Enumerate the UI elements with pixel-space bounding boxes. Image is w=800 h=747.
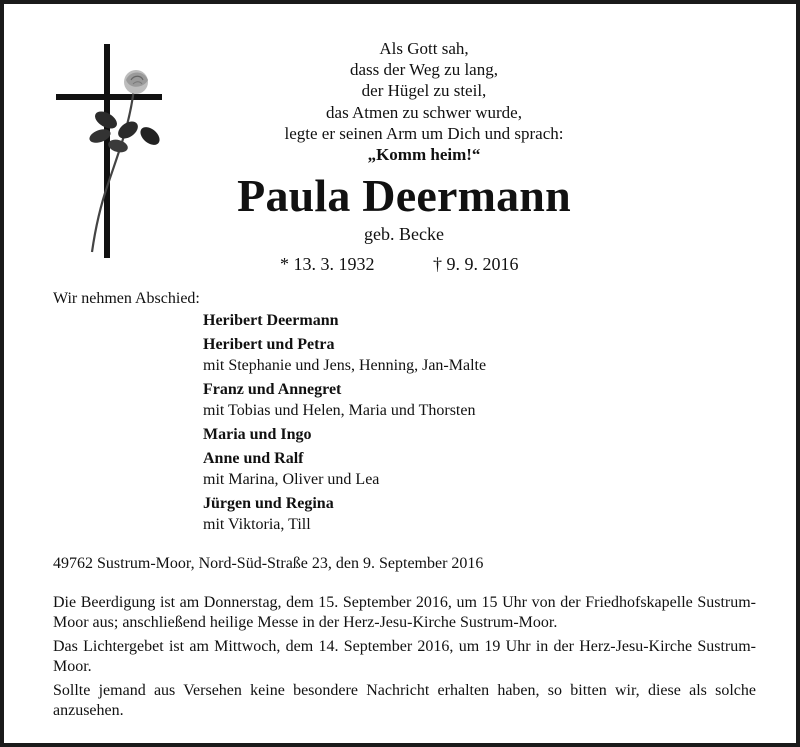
deceased-name: Paula Deermann: [237, 170, 571, 221]
mourner-name: Heribert und Petra: [203, 336, 335, 353]
funeral-notice: Die Beerdigung ist am Donnerstag, dem 15. September 2016, um 15 Uhr von der Friedhofskapelle Sustrum-Moor aus; anschließend heilige Messe in der Herz-Jesu-Kirche Sustrum-Moor.: [53, 594, 756, 631]
prayer-notice: Das Lichtergebet ist am Mittwoch, dem 14. September 2016, um 19 Uhr in der Herz-Jesu-Kirche Sustrum-Moor.: [53, 638, 756, 675]
mourner-name: Heribert Deermann: [203, 312, 339, 329]
mourner-name: Maria und Ingo: [203, 426, 312, 443]
mourner-group: [203, 379, 486, 421]
birth-date: * 13. 3. 1932: [280, 254, 375, 274]
mourner-group: [203, 424, 486, 445]
mourner-group: [203, 448, 486, 490]
mourner-name: Anne und Ralf: [203, 450, 304, 467]
mourner-family: mit Tobias und Helen, Maria und Thorsten: [203, 402, 476, 419]
place-and-date: 49762 Sustrum-Moor, Nord-Süd-Straße 23, den 9. September 2016: [53, 555, 484, 572]
mourner-group: [203, 334, 486, 376]
funeral-notices: [53, 593, 756, 725]
poem-line: legte er seinen Arm um Dich und sprach:: [284, 123, 564, 143]
poem-closing: „Komm heim!“: [367, 145, 481, 165]
poem-line: Als Gott sah,: [379, 39, 469, 58]
mourner-family: mit Stephanie und Jens, Henning, Jan-Malte: [203, 357, 487, 374]
maiden-name: geb. Becke: [364, 224, 444, 244]
death-date: † 9. 9. 2016: [433, 254, 519, 274]
mourner-family: mit Marina, Oliver und Lea: [203, 471, 380, 488]
mourner-group: [203, 493, 486, 535]
mourners-list: [203, 310, 486, 538]
poem-line: dass der Weg zu lang,: [350, 60, 498, 80]
poem: [224, 38, 624, 165]
mourner-name: Franz und Annegret: [203, 381, 342, 398]
cross-with-rose-icon: [56, 44, 168, 262]
poem-line: das Atmen zu schwer wurde,: [326, 102, 522, 122]
farewell-intro: Wir nehmen Abschied:: [53, 290, 200, 307]
mourner-group: [203, 310, 486, 331]
mourner-family: mit Viktoria, Till: [203, 516, 311, 533]
mourner-name: Jürgen und Regina: [203, 495, 334, 512]
closing-notice: Sollte jemand aus Versehen keine besondere Nachricht erhalten haben, so bitten wir, diese als solche anzusehen.: [53, 682, 756, 719]
poem-line: der Hügel zu steil,: [361, 81, 487, 101]
